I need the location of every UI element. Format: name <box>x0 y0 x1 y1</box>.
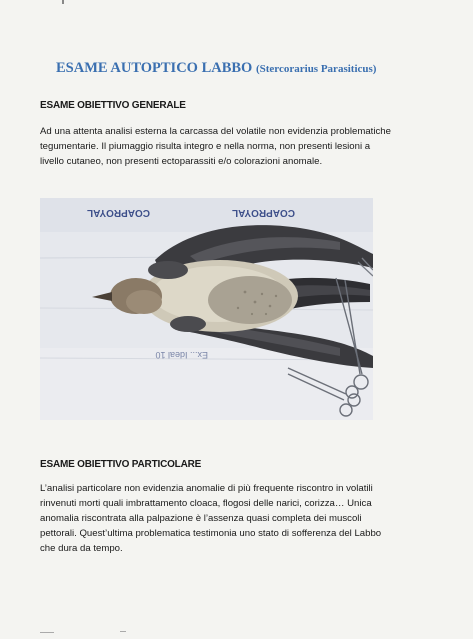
particular-exam-line: pettorali. Quest’ultima problematica testimonia uno stato di sofferenza del Labbo <box>40 528 382 539</box>
carcass-photo <box>40 198 373 420</box>
general-exam-line: livello cutaneo, non presenti ectoparassiti e/o colorazioni anomale. <box>40 156 323 167</box>
particular-exam-line: L’analisi particolare non evidenzia anomalie di più frequente riscontro in volatili <box>40 483 373 494</box>
scan-speck <box>40 632 54 633</box>
particular-exam-line: che dura da tempo. <box>40 543 123 554</box>
particular-exam-paragraph <box>40 481 440 556</box>
general-exam-paragraph <box>40 124 440 169</box>
underpad-print-1: COAPROYAL <box>87 207 150 218</box>
scan-speck <box>62 0 64 4</box>
general-exam-heading: ESAME OBIETTIVO GENERALE <box>40 100 186 111</box>
title-main: ESAME AUTOPTICO LABBO <box>56 60 253 76</box>
general-exam-line: Ad una attenta analisi esterna la carcassa del volatile non evidenzia problematiche <box>40 126 391 137</box>
title-scientific-name: (Stercorarius Parasiticus) <box>255 63 377 75</box>
underpad-print-2: COAPROYAL <box>232 207 295 218</box>
underpad-print-3: Ex... Ideal 10 <box>155 350 208 360</box>
particular-exam-line: anomalia riscontrata alla palpazione è l’assenza quasi completa dei muscoli <box>40 513 362 524</box>
scan-speck <box>120 631 126 632</box>
page-title <box>56 60 456 77</box>
particular-exam-heading: ESAME OBIETTIVO PARTICOLARE <box>40 459 202 470</box>
particular-exam-line: rinvenuti morti quali imbrattamento cloaca, flogosi delle narici, corizza… Unica <box>40 498 372 509</box>
general-exam-line: tegumentarie. Il piumaggio risulta integro e nella norma, non presenti lesioni a <box>40 141 371 152</box>
